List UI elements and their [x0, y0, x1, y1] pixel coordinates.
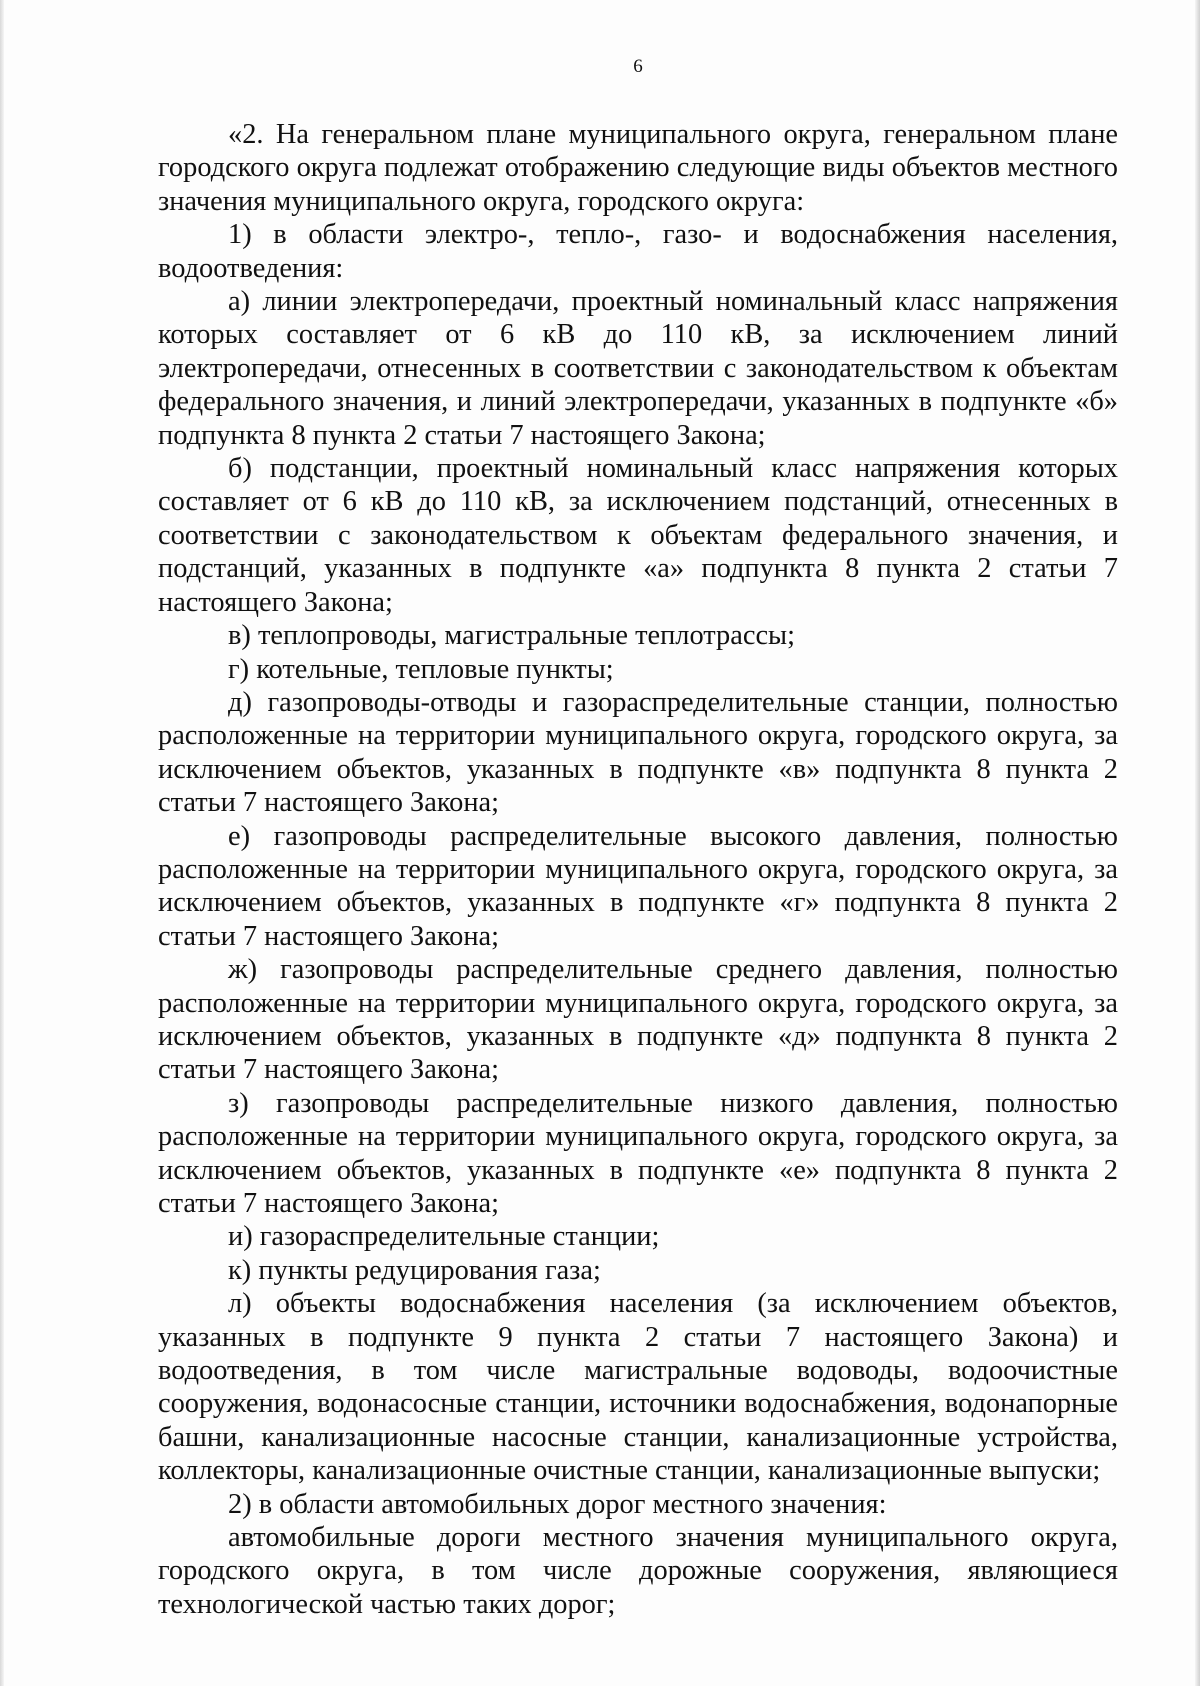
paragraph-subitem-i: и) газораспределительные станции;	[228, 1221, 660, 1253]
paragraph-item-1: 1) в области электро-, тепло-, газо- и водоснабжения населения, водоотведения:	[158, 219, 1118, 284]
paragraph-subitem-v: в) теплопроводы, магистральные теплотрассы;	[228, 620, 796, 652]
paragraph-subitem-k: к) пункты редуцирования газа;	[228, 1254, 601, 1286]
paragraph-item-2: 2) в области автомобильных дорог местного значения:	[228, 1488, 887, 1520]
paragraph-subitem-zh: ж) газопроводы распределительные среднего давления, полностью расположенные на территории муниципального округа, городского округа, за исключением объектов, указанных в подпункте «д» подпункта 8 пункта 2 статьи 7 настоящего Закона;	[158, 954, 1118, 1086]
paragraph-subitem-g: г) котельные, тепловые пункты;	[228, 653, 614, 685]
paragraph-subitem-z: з) газопроводы распределительные низкого давления, полностью расположенные на территории муниципального округа, городского округа, за исключением объектов, указанных в подпункте «е» подпункта 8 пункта 2 статьи 7 настоящего Закона;	[158, 1087, 1118, 1219]
paragraph-subitem-d: д) газопроводы-отводы и газораспределительные станции, полностью расположенные на территории муниципального округа, городского округа, за исключением объектов, указанных в подпункте «в» подпункта 8 пункта 2 статьи 7 настоящего Закона;	[158, 686, 1118, 819]
document-body	[158, 118, 1118, 1621]
paragraph-subitem-l: л) объекты водоснабжения населения (за исключением объектов, указанных в подпункте 9 пункта 2 статьи 7 настоящего Закона) и водоотведения, в том числе магистральные водоводы, водоочистные сооружения, водонасосные станции, источники водоснабжения, водонапорные башни, канализационные насосные станции, канализационные устройства, коллекторы, канализационные очистные станции, канализационные выпуски;	[158, 1288, 1118, 1487]
paragraph-subitem-a: а) линии электропередачи, проектный номинальный класс напряжения которых составляет от 6 кВ до 110 кВ, за исключением линий электропередачи, отнесенных в соответствии с законодательством к объектам федерального значения, и линий электропередачи, указанных в подпункте «б» подпункта 8 пункта 2 статьи 7 настоящего Закона;	[158, 286, 1118, 451]
paragraph-subitem-e: е) газопроводы распределительные высокого давления, полностью расположенные на территории муниципального округа, городского округа, за исключением объектов, указанных в подпункте «г» подпункта 8 пункта 2 статьи 7 настоящего Закона;	[158, 820, 1118, 952]
paragraph-roads: автомобильные дороги местного значения муниципального округа, городского округа, в том числе дорожные сооружения, являющиеся технологической частью таких дорог;	[158, 1522, 1118, 1620]
scan-edge-right	[1195, 0, 1200, 1686]
paragraph-intro: «2. На генеральном плане муниципального округа, генеральном плане городского округа подлежат отображению следующие виды объектов местного значения муниципального округа, городского округа:	[158, 119, 1118, 217]
scan-edge-left	[0, 0, 4, 1686]
paragraph-subitem-b: б) подстанции, проектный номинальный класс напряжения которых составляет от 6 кВ до 110 кВ, за исключением подстанций, отнесенных в соответствии с законодательством к объектам федерального значения, и подстанций, указанных в подпункте «а» подпункта 8 пункта 2 статьи 7 настоящего Закона;	[158, 453, 1118, 618]
page-number: 6	[633, 56, 643, 77]
